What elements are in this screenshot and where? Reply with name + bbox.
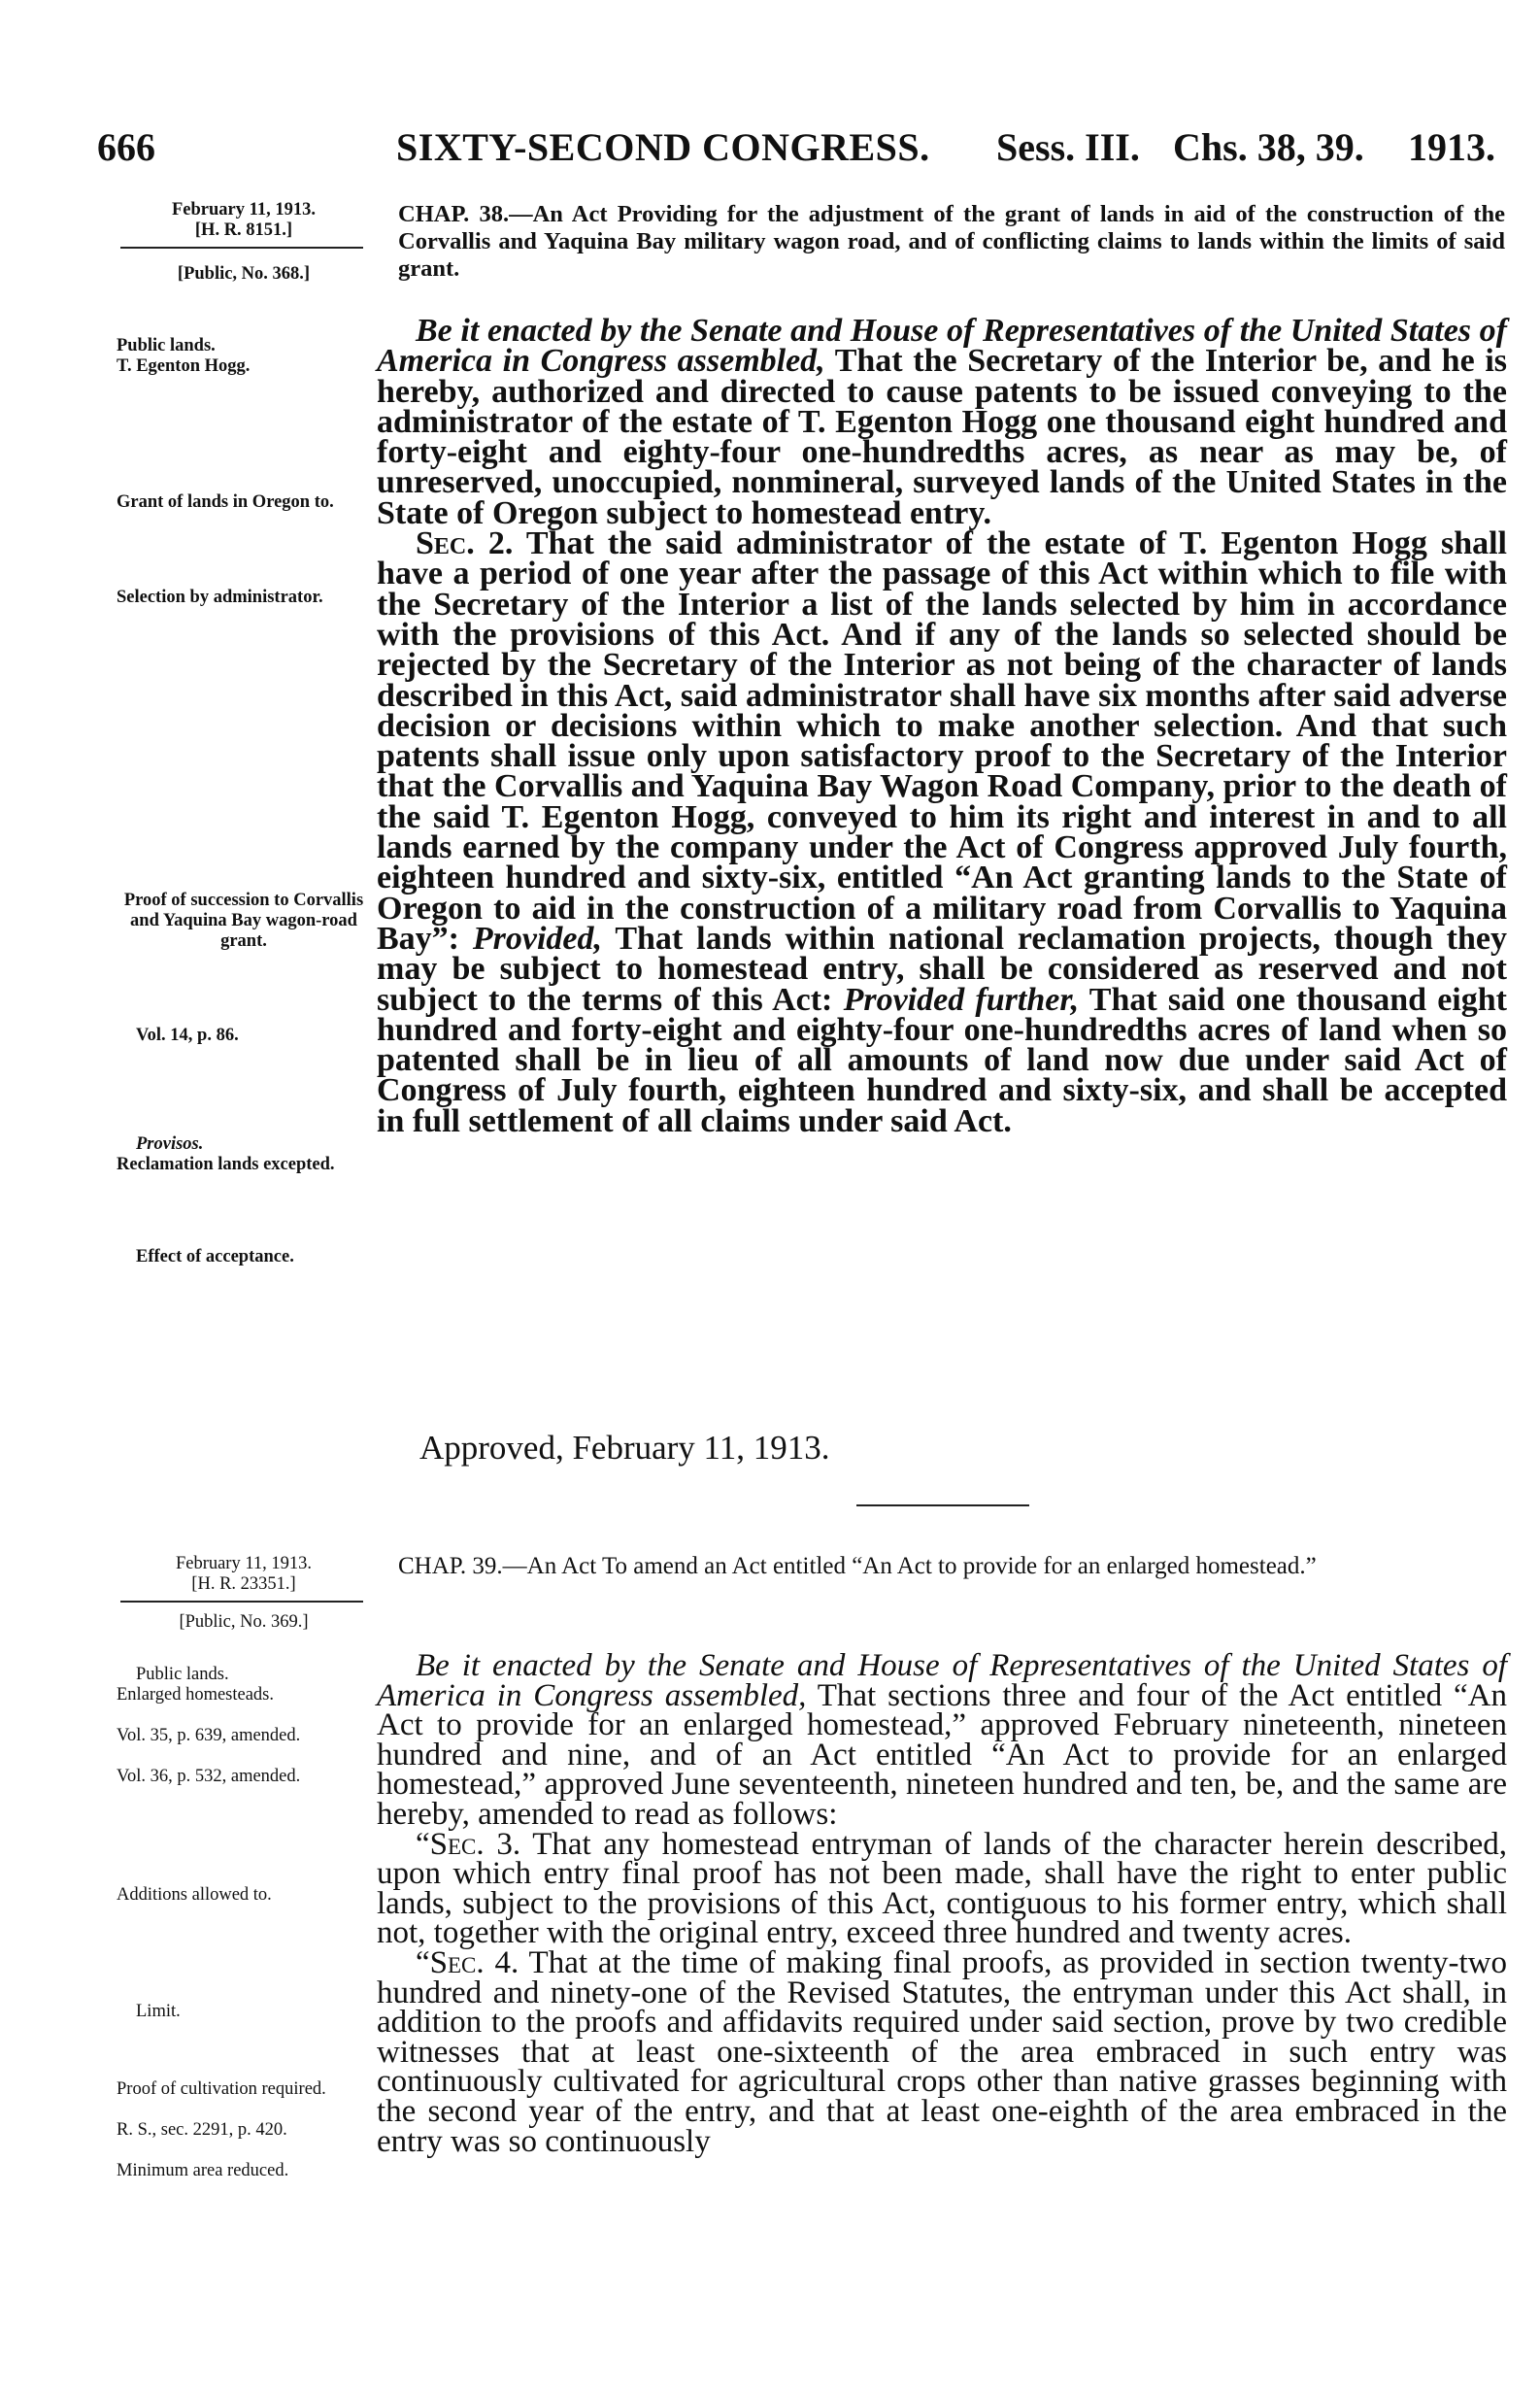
session-label: Sess. III. bbox=[996, 125, 1140, 169]
note39-minimum: Minimum area reduced. bbox=[117, 2161, 289, 2180]
note-reclamation: Reclamation lands excepted. bbox=[117, 1155, 335, 1174]
chap38-approved: Approved, February 11, 1913. bbox=[419, 1429, 830, 1467]
congress-title: SIXTY-SECOND CONGRESS. bbox=[396, 125, 930, 169]
chap38-enacting-clause: Be it enacted by the Senate and House of Representatives of the United States of America in Congress assembled, bbox=[377, 313, 1507, 380]
note-proof-succession: Proof of succession to Corvallis and Yaquina Bay wagon-road grant. bbox=[123, 891, 364, 951]
note-hogg: T. Egenton Hogg. bbox=[117, 356, 251, 376]
chap38-section1: That the Secretary of the Interior be, and he is hereby, authorized and directed to cause patents to be issued conveying to the administrator of the estate of T. Egenton Hogg one thousand eight hundred and forty-eight and eighty-four one-hundredths acres, as near as may be, of unreserved, unoccupied, nonmineral, surveyed lands of the United States in the State of Oregon subject to homestead entry. bbox=[377, 343, 1508, 531]
note39-public-lands: Public lands. bbox=[136, 1665, 229, 1684]
chap39-section1: That sections three and four of the Act entitled “An Act to provide for an enlarged homestead,” approved February nineteenth, nineteen hundred and nine, and of an Act entitled “An Act to provide for an enlarged homestead,” approved June seventeenth, nineteen hundred and ten, be, and the same are hereby, amended to read as follows: bbox=[377, 1677, 1507, 1832]
note-public-lands: Public lands. bbox=[117, 336, 216, 355]
chap39-enacting-clause: Be it enacted by the Senate and House of Representatives of the United States of America in Congress assembled, bbox=[377, 1648, 1507, 1713]
chap38-heading: CHAP. 38.—An Act Providing for the adjustment of the grant of lands in aid of the construction of the Corvallis and Yaquina Bay military wagon road, and of conflicting claims to lands within the limits of said grant. bbox=[398, 201, 1505, 282]
note-effect: Effect of acceptance. bbox=[136, 1247, 294, 1266]
chap38-proviso1: Provided, bbox=[472, 920, 603, 957]
chap38-body bbox=[377, 313, 1508, 1139]
running-head bbox=[97, 120, 1495, 175]
chap39-date: February 11, 1913. bbox=[175, 1554, 313, 1573]
chapter-divider bbox=[856, 1504, 1029, 1506]
chap39-body bbox=[377, 1648, 1508, 2159]
note39-additions: Additions allowed to. bbox=[117, 1885, 272, 1905]
chap38-sec2-text-b: That lands within national reclamation projects, though they may be subject to homestead entry, shall be considered as reserved and not subject to the terms of this Act: bbox=[377, 920, 1507, 1018]
note39-vol36: Vol. 36, p. 532, amended. bbox=[117, 1767, 301, 1786]
chap38-sec2-label: Sec. 2. bbox=[416, 525, 514, 562]
note-provisos: Provisos. bbox=[136, 1134, 204, 1154]
note39-enlarged: Enlarged homesteads. bbox=[117, 1685, 275, 1705]
chapters-label: Chs. 38, 39. bbox=[1173, 125, 1364, 169]
note39-limit: Limit. bbox=[136, 2002, 181, 2021]
note39-rs: R. S., sec. 2291, p. 420. bbox=[117, 2120, 287, 2140]
chap38-date: February 11, 1913. bbox=[172, 200, 316, 219]
note-selection: Selection by administrator. bbox=[117, 588, 323, 607]
note-grant-oregon: Grant of lands in Oregon to. bbox=[117, 492, 334, 512]
note-vol14: Vol. 14, p. 86. bbox=[136, 1026, 239, 1045]
chap39-sec3-text: That any homestead entryman of lands of the character herein described, upon which entry final proof has not been made, shall have the right to enter public lands, subject to the provisions of this Act, contiguous to his former entry, which shall not, together with the original entry, exceed three hundred and twenty acres. bbox=[377, 1826, 1508, 1951]
page-number: 666 bbox=[97, 125, 155, 169]
chap38-public-law: [Public, No. 368.] bbox=[177, 264, 311, 284]
chap39-sec4-label: “Sec. 4. bbox=[416, 1944, 519, 1980]
note39-vol35: Vol. 35, p. 639, amended. bbox=[117, 1726, 301, 1745]
chap38-sec2-text-c: That said one thousand eight hundred and forty-eight and eighty-four one-hundredths acres of land when so patented shall be in lieu of all amounts of land now due under said Act of Congress of July fourth, eighteen hundred and sixty-six, and shall be accepted in full settlement of all claims under said Act. bbox=[377, 981, 1507, 1139]
chap39-bill: [H. R. 23351.] bbox=[191, 1574, 296, 1594]
note39-proof: Proof of cultivation required. bbox=[117, 2079, 326, 2099]
chap39-public-law: [Public, No. 369.] bbox=[179, 1612, 309, 1632]
chap38-margin-rule bbox=[120, 247, 363, 249]
chap38-bill: [H. R. 8151.] bbox=[194, 220, 293, 240]
chap39-margin-rule bbox=[120, 1601, 363, 1603]
chap39-sec4-text: That at the time of making final proofs, as provided in section twenty-two hundred and ninety-one of the Revised Statutes, the entryman under this Act shall, in addition to the proofs and affidavits required under said section, prove by two credible witnesses that at least one-sixteenth of the area embraced in such entry was continuously cultivated for agricultural crops other than native grasses beginning with the second year of the entry, and that at least one-eighth of the area embraced in the entry was so continuously bbox=[377, 1944, 1508, 2159]
chap39-sec3-label: “Sec. 3. bbox=[416, 1826, 521, 1862]
chap38-sec2-text-a: That the said administrator of the estate of T. Egenton Hogg shall have a period of one year after the passage of this Act within which to file with the Secretary of the Interior a list of the lands selected by him in accordance with the provisions of this Act. And if any of the lands so selected should be rejected by the Secretary of the Interior as not being of the character of lands described in this Act, said administrator shall have six months after said adverse decision or decisions within which to make another selection. And that such patents shall issue only upon satisfactory proof to the Secretary of the Interior that the Corvallis and Yaquina Bay Wagon Road Company, prior to the death of the said T. Egenton Hogg, conveyed to him its right and interest in and to all lands earned by the company under the Act of Congress approved July fourth, eighteen hundred and sixty-six, entitled “An Act granting lands to the State of Oregon to aid in the construction of a military road from Corvallis to Yaquina Bay”: bbox=[377, 525, 1508, 957]
chap39-heading: CHAP. 39.—An Act To amend an Act entitled “An Act to provide for an enlarged homestead.” bbox=[398, 1553, 1317, 1579]
year-label: 1913. bbox=[1408, 125, 1495, 169]
chap38-proviso2: Provided further, bbox=[843, 981, 1080, 1018]
